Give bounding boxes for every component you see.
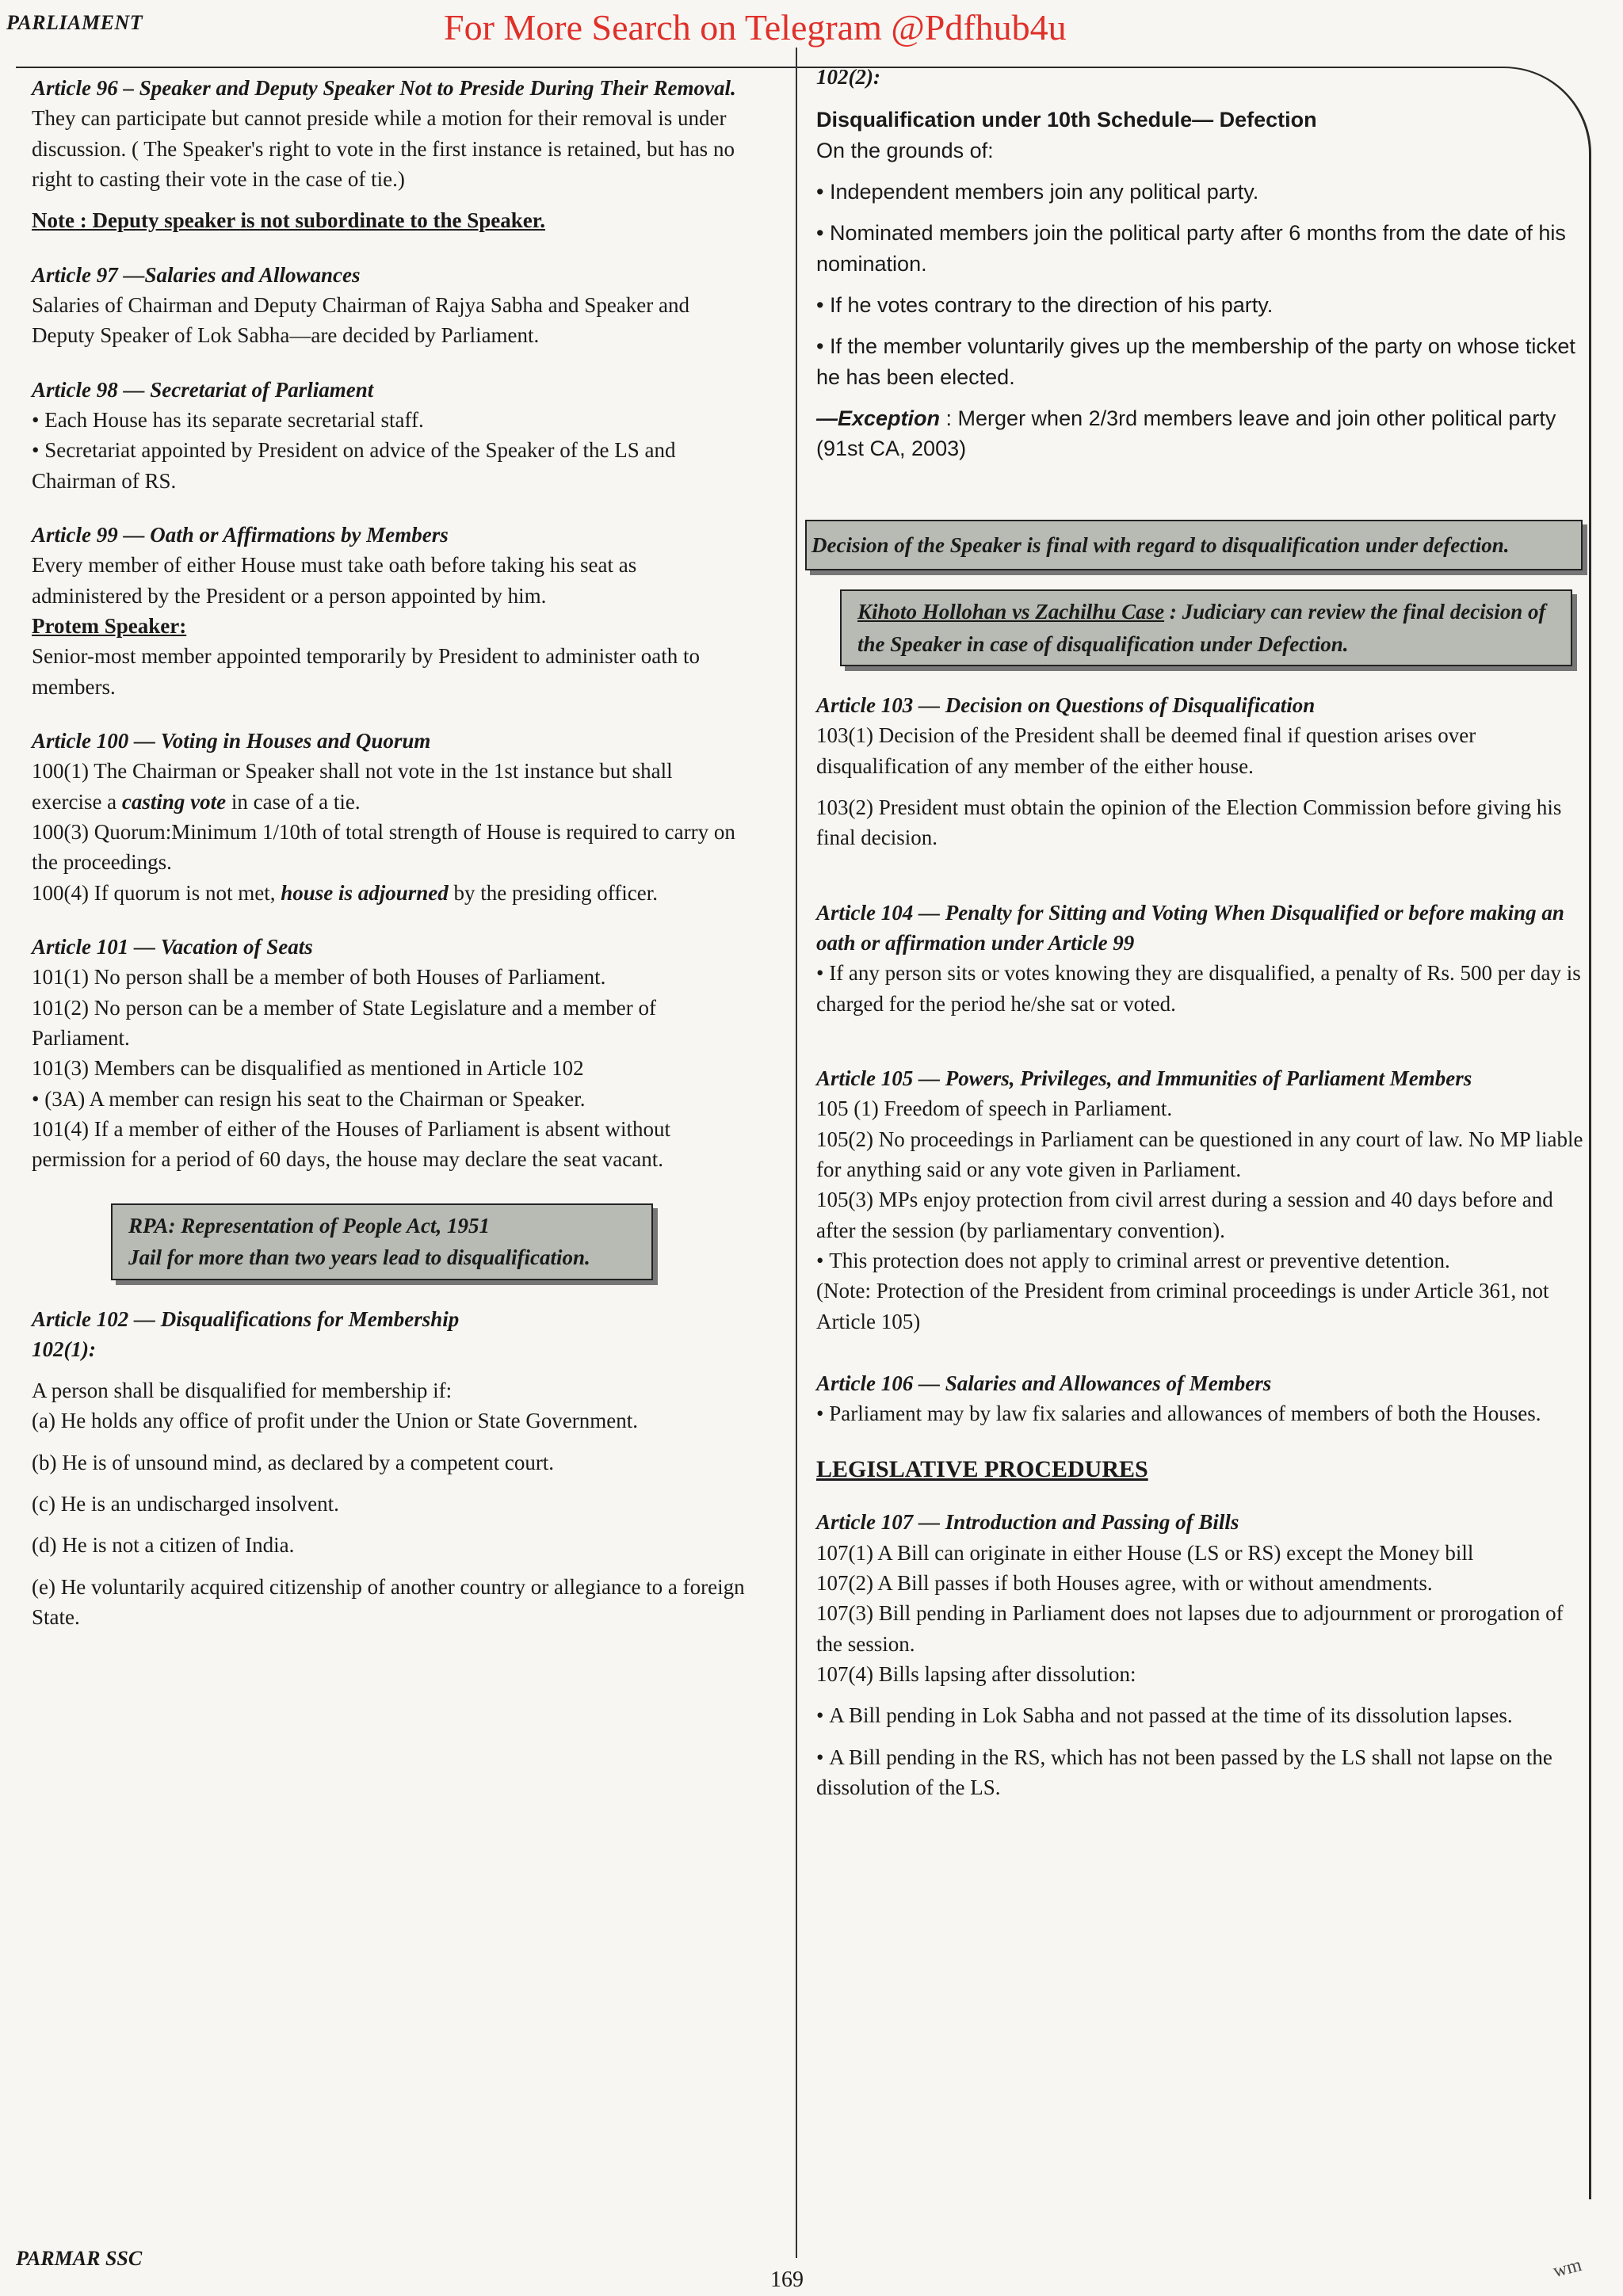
rpa-line-1: RPA: Representation of People Act, 1951 — [128, 1213, 490, 1238]
clause-102-intro: A person shall be disqualified for membership if: — [32, 1379, 453, 1403]
article-104-title: Article 104 — Penalty for Sitting and Voting When Disqualified or before making an oath or affirmation under Article 99 — [816, 900, 1564, 955]
clause-102-1-label: 102(1): — [32, 1337, 96, 1361]
article-101-title: Article 101 — Vacation of Seats — [32, 934, 313, 959]
protem-speaker-text: Senior-most member appointed temporarily by President to administer oath to members. — [32, 644, 701, 699]
clause-101-3: 101(3) Members can be disqualified as mentioned in Article 102 — [32, 1056, 584, 1081]
article-97-title: Article 97 —Salaries and Allowances — [32, 262, 361, 287]
clause-103-1: 103(1) Decision of the President shall be deemed final if question arises over disqualification of any member of the either house. — [816, 723, 1476, 778]
article-99-title: Article 99 — Oath or Affirmations by Members — [32, 522, 449, 547]
rpa-line-2: Jail for more than two years lead to disqualification. — [128, 1245, 590, 1269]
legislative-procedures-heading: LEGISLATIVE PROCEDURES — [816, 1455, 1148, 1482]
clause-100-4: 100(4) If quorum is not met, house is adjourned by the presiding officer. — [32, 880, 658, 905]
clause-102-c: (c) He is an undischarged insolvent. — [32, 1492, 339, 1516]
ground-4: • If the member voluntarily gives up the membership of the party on whose ticket he has been elected. — [816, 331, 1589, 392]
article-104-text: • If any person sits or votes knowing they are disqualified, a penalty of Rs. 500 per day is charged for the period he/she sat or voted. — [816, 958, 1589, 1019]
ground-1: • Independent members join any political party. — [816, 177, 1589, 207]
article-96-title: Article 96 – Speaker and Deputy Speaker Not to Preside During Their Removal. — [32, 76, 736, 100]
clause-102-2-label: 102(2): — [816, 65, 880, 89]
article-103-title: Article 103 — Decision on Questions of Disqualification — [816, 693, 1316, 718]
corner-mark: wm — [1551, 2254, 1584, 2283]
house-adjourned-emphasis: house is adjourned — [281, 880, 449, 905]
article-98-bullet-2: • Secretariat appointed by President on advice of the Speaker of the LS and Chairman of RS. — [32, 435, 745, 496]
clause-105-3: 105(3) MPs enjoy protection from civil arrest during a session and 40 days before and after the session (by parliamentary convention). — [816, 1188, 1553, 1242]
article-97-text: Salaries of Chairman and Deputy Chairman of Rajya Sabha and Speaker and Deputy Speaker of Lok Sabha—are decided by Parliament. — [32, 292, 689, 348]
article-106-text: • Parliament may by law fix salaries and allowances of members of both the Houses. — [816, 1398, 1589, 1428]
clause-107-2: 107(2) A Bill passes if both Houses agree, with or without amendments. — [816, 1570, 1433, 1595]
ground-3: • If he votes contrary to the direction of his party. — [816, 290, 1589, 320]
clause-101-4: 101(4) If a member of either of the Houses of Parliament is absent without permission for a period of 60 days, the house may declare the seat vacant. — [32, 1116, 671, 1172]
ground-2: • Nominated members join the political party after 6 months from the date of his nomination. — [816, 218, 1589, 279]
kihoto-case-label: Kihoto Hollohan vs Zachilhu Case — [857, 600, 1165, 624]
page-number: 169 — [770, 2267, 804, 2292]
column-divider — [796, 48, 797, 2258]
publisher-footer: PARMAR SSC — [16, 2247, 143, 2270]
clause-100-1: 100(1) The Chairman or Speaker shall not vote in the 1st instance but shall exercise a casting vote in case of a tie. — [32, 759, 673, 814]
clause-105-1: 105 (1) Freedom of speech in Parliament. — [816, 1097, 1173, 1121]
casting-vote-emphasis: casting vote — [121, 789, 227, 814]
speaker-decision-box: Decision of the Speaker is final with regard to disqualification under defection. — [805, 520, 1583, 571]
clause-105-bullet: • This protection does not apply to criminal arrest or preventive detention. — [816, 1245, 1589, 1276]
article-105-title: Article 105 — Powers, Privileges, and Immunities of Parliament Members — [816, 1066, 1472, 1091]
article-102-title: Article 102 — Disqualifications for Membership — [32, 1306, 460, 1331]
article-99-text: Every member of either House must take oath before taking his seat as administered by the President or a person appointed by him. — [32, 553, 637, 608]
clause-102-a: (a) He holds any office of profit under the Union or State Government. — [32, 1409, 639, 1433]
clause-100-3: 100(3) Quorum:Minimum 1/10th of total strength of House is required to carry on the proceedings. — [32, 819, 735, 875]
defection-exception: —Exception : Merger when 2/3rd members leave and join other political party (91st CA, 2003) — [816, 406, 1556, 461]
right-column — [812, 62, 1589, 1802]
article-96-note: Note : Deputy speaker is not subordinate to the Speaker. — [32, 208, 546, 233]
article-98-title: Article 98 — Secretariat of Parliament — [32, 377, 374, 402]
article-98-bullet-1: • Each House has its separate secretarial staff. — [32, 405, 745, 435]
running-header: PARLIAMENT — [6, 11, 143, 34]
clause-105-note: (Note: Protection of the President from criminal proceedings is under Article 361, not Article 105) — [816, 1279, 1549, 1333]
telegram-watermark: For More Search on Telegram @Pdfhub4u — [444, 7, 1067, 48]
clause-107-4-bullet-2: • A Bill pending in the RS, which has not been passed by the LS shall not lapse on the dissolution of the LS. — [816, 1742, 1589, 1803]
clause-107-3: 107(3) Bill pending in Parliament does not lapses due to adjournment or prorogation of the session. — [816, 1601, 1564, 1656]
clause-107-4: 107(4) Bills lapsing after dissolution: — [816, 1661, 1136, 1686]
article-96-text: They can participate but cannot preside while a motion for their removal is under discussion. ( The Speaker's right to vote in the first instance is retained, but has no right to casting their vote in the case of tie.) — [32, 106, 735, 191]
left-column — [32, 63, 745, 1632]
article-106-title: Article 106 — Salaries and Allowances of Members — [816, 1371, 1272, 1396]
kihoto-hollohan-box: Kihoto Hollohan vs Zachilhu Case : Judiciary can review the final decision of the Speaker in case of disqualification under Defection. — [840, 589, 1572, 666]
clause-102-e: (e) He voluntarily acquired citizenship of another country or allegiance to a foreign State. — [32, 1574, 745, 1630]
defection-heading: Disqualification under 10th Schedule— Defection — [816, 108, 1317, 132]
clause-102-b: (b) He is of unsound mind, as declared by a competent court. — [32, 1450, 555, 1474]
clause-103-2: 103(2) President must obtain the opinion of the Election Commission before giving his final decision. — [816, 795, 1562, 850]
clause-101-3a: • (3A) A member can resign his seat to the Chairman or Speaker. — [32, 1084, 745, 1114]
grounds-intro: On the grounds of: — [816, 138, 994, 162]
article-100-title: Article 100 — Voting in Houses and Quorum — [32, 728, 431, 753]
article-107-title: Article 107 — Introduction and Passing of Bills — [816, 1510, 1239, 1535]
clause-101-1: 101(1) No person shall be a member of both Houses of Parliament. — [32, 965, 606, 990]
clause-107-4-bullet-1: • A Bill pending in Lok Sabha and not passed at the time of its dissolution lapses. — [816, 1700, 1589, 1730]
clause-107-1: 107(1) A Bill can originate in either House (LS or RS) except the Money bill — [816, 1540, 1474, 1565]
clause-105-2: 105(2) No proceedings in Parliament can be questioned in any court of law. No MP liable for anything said or any vote given in Parliament. — [816, 1127, 1583, 1182]
clause-101-2: 101(2) No person can be a member of State Legislature and a member of Parliament. — [32, 995, 656, 1050]
clause-102-d: (d) He is not a citizen of India. — [32, 1533, 295, 1558]
protem-speaker-heading: Protem Speaker: — [32, 613, 187, 638]
rpa-callout-box — [111, 1203, 653, 1280]
